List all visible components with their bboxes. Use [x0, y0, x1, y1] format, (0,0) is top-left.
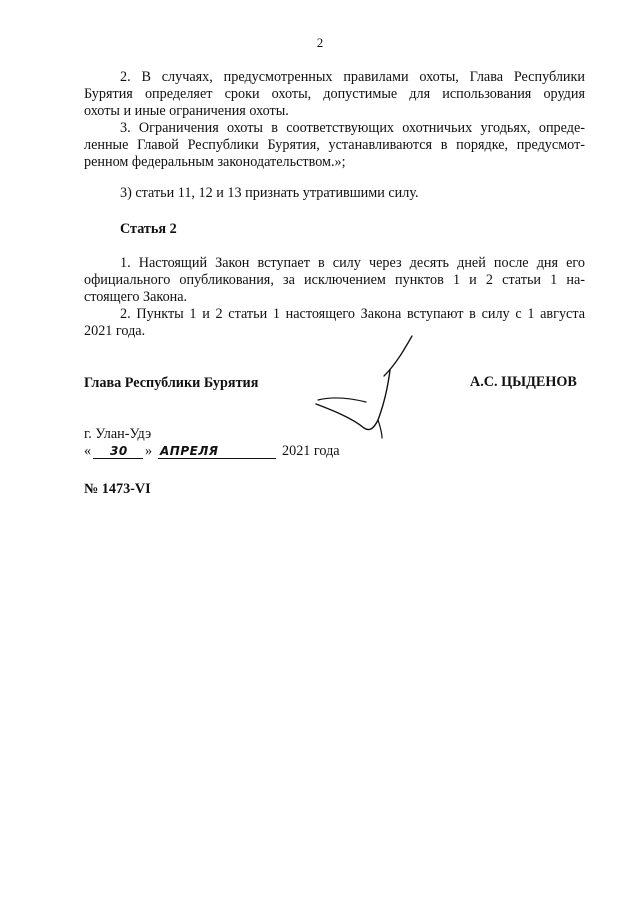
handwritten-signature [312, 334, 422, 444]
paragraph-line: 2. В случаях, предусмотренных правилами охоты, Глава Республики [120, 69, 585, 85]
law-number: № 1473-VI [84, 481, 151, 497]
date-open-quote: « [84, 443, 92, 459]
signatory-name: А.С. ЦЫДЕНОВ [470, 374, 577, 390]
paragraph-line: 1. Настоящий Закон вступает в силу через десять дней после дня его [120, 255, 585, 271]
paragraph-line: Бурятия определяет сроки охоты, допустимые для использования орудия [84, 86, 585, 102]
paragraph-line: охоты и иные ограничения охоты. [84, 103, 289, 119]
paragraph-line: 2. Пункты 1 и 2 статьи 1 настоящего Закона вступают в силу с 1 августа [120, 306, 585, 322]
date-close-quote: » [145, 443, 153, 459]
date-year: 2021 года [282, 443, 340, 459]
paragraph-line: ленные Главой Республики Бурятия, устанавливаются в порядке, предусмот- [84, 137, 585, 153]
paragraph-line: 3. Ограничения охоты в соответствующих охотничьих угодьях, опреде- [120, 120, 585, 136]
list-item: 3) статьи 11, 12 и 13 признать утратившими силу. [120, 185, 419, 201]
paragraph-line: 2021 года. [84, 323, 146, 339]
place-of-signing: г. Улан-Удэ [84, 426, 152, 442]
date-month: АПРЕЛЯ [160, 444, 219, 458]
signatory-position: Глава Республики Бурятия [84, 375, 259, 391]
article-heading: Статья 2 [120, 221, 177, 237]
paragraph-line: ренном федеральным законодательством.»; [84, 154, 346, 170]
page-number: 2 [316, 35, 324, 50]
date-day: 30 [110, 444, 128, 458]
paragraph-line: официального опубликования, за исключением пунктов 1 и 2 статьи 1 на- [84, 272, 585, 288]
paragraph-line: стоящего Закона. [84, 289, 188, 305]
